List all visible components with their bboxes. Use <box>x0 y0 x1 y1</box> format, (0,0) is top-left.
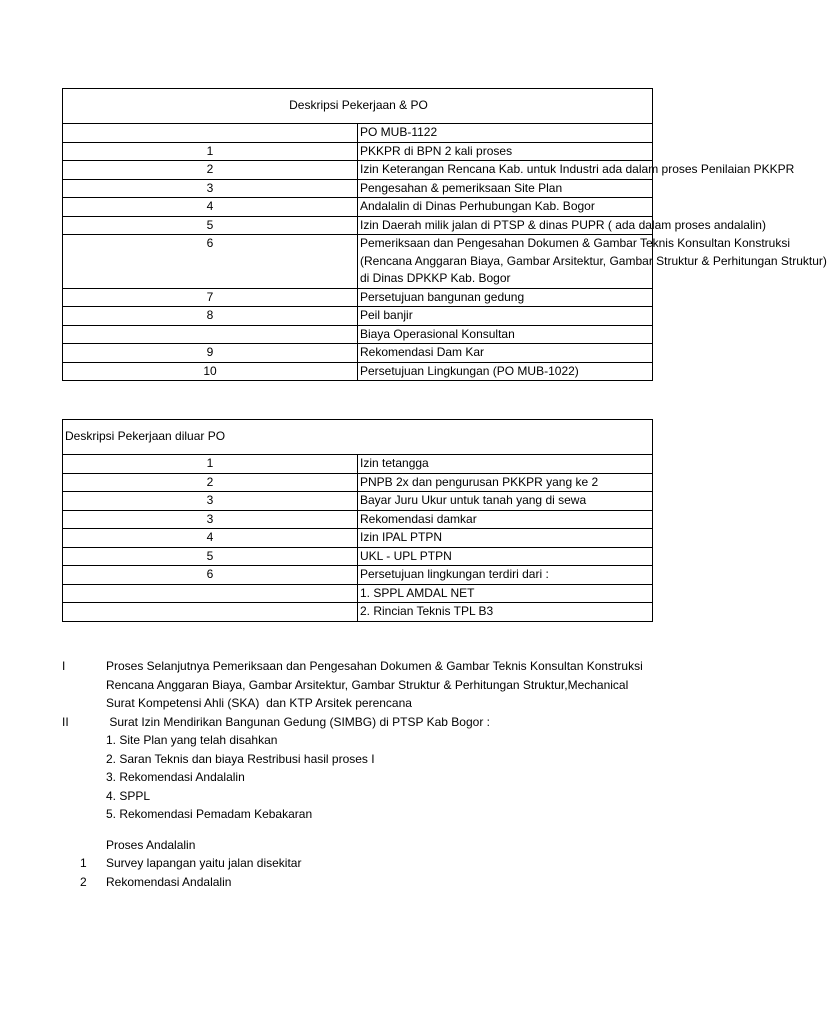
row-description <box>358 161 795 180</box>
description-line: 1. SPPL AMDAL NET <box>360 585 475 600</box>
row-number: 3 <box>63 179 358 198</box>
table-header-row <box>63 420 653 455</box>
table-title: Deskripsi Pekerjaan & PO <box>63 89 653 124</box>
note-line <box>0 657 653 676</box>
table-row <box>63 455 653 474</box>
row-description <box>358 455 653 474</box>
row-description <box>358 344 653 363</box>
description-line: PO MUB-1122 <box>360 125 438 139</box>
non-po-work-table <box>62 419 653 622</box>
table-row <box>63 529 653 548</box>
table-row <box>63 510 653 529</box>
table-row <box>63 288 653 307</box>
row-description <box>358 510 653 529</box>
row-number: 6 <box>63 566 358 585</box>
row-number: 2 <box>63 161 358 180</box>
row-description <box>358 179 653 198</box>
note-text: 1. Site Plan yang telah disahkan <box>106 733 278 747</box>
row-description <box>358 584 653 603</box>
note-line <box>0 694 653 713</box>
row-description <box>358 566 653 585</box>
row-number: 9 <box>63 344 358 363</box>
description-line: Rekomendasi damkar <box>360 511 477 526</box>
row-description <box>358 198 653 217</box>
table-row <box>63 362 653 381</box>
row-number: 10 <box>63 362 358 381</box>
row-number <box>63 584 358 603</box>
row-description <box>358 288 653 307</box>
table-row <box>63 344 653 363</box>
note-text: 3. Rekomendasi Andalalin <box>106 770 245 784</box>
description-line: Izin IPAL PTPN <box>360 530 443 544</box>
row-description <box>358 362 653 381</box>
table-row <box>63 216 653 235</box>
row-description <box>358 547 653 566</box>
description-line: PNPB 2x dan pengurusan PKKPR yang ke 2 <box>360 474 599 489</box>
row-number: 1 <box>63 455 358 474</box>
note-text: Proses Andalalin <box>106 837 196 852</box>
row-number: 4 <box>63 529 358 548</box>
row-number: 3 <box>63 492 358 511</box>
description-line: UKL - UPL PTPN <box>360 548 452 563</box>
row-number: 3 <box>63 510 358 529</box>
description-line: Persetujuan bangunan gedung <box>360 289 525 304</box>
description-line: Persetujuan Lingkungan (PO MUB-1022) <box>360 363 579 378</box>
note-text: Rencana Anggaran Biaya, Gambar Arsitektur, Gambar Struktur & Perhitungan Struktur,Mechanical <box>106 677 629 692</box>
note-line <box>0 676 653 695</box>
note-marker: I <box>62 659 66 673</box>
row-number <box>63 603 358 622</box>
description-line: Andalalin di Dinas Perhubungan Kab. Bogor <box>360 199 595 213</box>
note-text: Rekomendasi Andalalin <box>106 874 232 889</box>
row-description <box>358 216 766 235</box>
description-line: Biaya Operasional Konsultan <box>360 326 515 341</box>
row-number <box>63 124 358 143</box>
note-marker: II <box>62 714 69 729</box>
row-number: 2 <box>63 473 358 492</box>
row-number: 6 <box>63 235 358 289</box>
table-row <box>63 473 653 492</box>
row-description <box>358 529 653 548</box>
description-line: Rekomendasi Dam Kar <box>360 345 485 359</box>
note-line <box>0 750 653 769</box>
description-line: Persetujuan lingkungan terdiri dari : <box>360 567 549 581</box>
note-text: Proses Selanjutnya Pemeriksaan dan Pengesahan Dokumen & Gambar Teknis Konsultan Konstruksi <box>106 659 643 673</box>
row-description <box>358 124 653 143</box>
description-line: Izin tetangga <box>360 456 429 470</box>
description-line: Izin Keterangan Rencana Kab. untuk Industri ada dalam proses Penilaian PKKPR <box>360 162 795 176</box>
table-row <box>63 603 653 622</box>
description-line: 2. Rincian Teknis TPL B3 <box>360 604 494 618</box>
table-header-row <box>63 89 653 124</box>
table-row <box>63 325 653 344</box>
row-description <box>358 307 653 326</box>
process-notes <box>0 657 653 891</box>
description-line: (Rencana Anggaran Biaya, Gambar Arsitektur, Gambar Struktur & Perhitungan Struktur) <box>360 253 827 268</box>
row-number: 4 <box>63 198 358 217</box>
spacer <box>0 824 653 836</box>
description-line: di Dinas DPKKP Kab. Bogor <box>360 271 511 285</box>
table-row <box>63 547 653 566</box>
description-line: Peil banjir <box>360 308 413 322</box>
row-description <box>358 142 653 161</box>
note-line <box>0 805 653 824</box>
note-line <box>0 731 653 750</box>
note-text: 4. SPPL <box>106 788 151 803</box>
table-row <box>63 235 653 289</box>
po-work-table <box>62 88 827 381</box>
row-number: 1 <box>63 142 358 161</box>
note-marker: 1 <box>80 856 87 870</box>
table-row <box>63 492 653 511</box>
table-row <box>63 307 653 326</box>
table-title: Deskripsi Pekerjaan diluar PO <box>63 420 653 455</box>
note-text: 2. Saran Teknis dan biaya Restribusi hasil proses I <box>106 751 375 766</box>
row-description <box>358 603 653 622</box>
table-row <box>63 142 653 161</box>
note-line <box>0 854 653 873</box>
row-description <box>358 235 827 289</box>
row-number: 8 <box>63 307 358 326</box>
note-line <box>0 713 653 732</box>
row-number: 5 <box>63 216 358 235</box>
row-description <box>358 492 653 511</box>
description-line: Pemeriksaan dan Pengesahan Dokumen & Gambar Teknis Konsultan Konstruksi <box>360 236 791 250</box>
table-row <box>63 179 653 198</box>
table-row <box>63 584 653 603</box>
row-number <box>63 325 358 344</box>
row-description <box>358 473 653 492</box>
note-text: Survey lapangan yaitu jalan disekitar <box>106 856 302 870</box>
note-text: Surat Izin Mendirikan Bangunan Gedung (SIMBG) di PTSP Kab Bogor : <box>106 714 490 729</box>
note-line <box>0 768 653 787</box>
table-row <box>63 124 653 143</box>
table-row <box>63 161 653 180</box>
description-line: Pengesahan & pemeriksaan Site Plan <box>360 180 563 195</box>
row-description <box>358 325 653 344</box>
note-line <box>0 836 653 855</box>
note-text: 5. Rekomendasi Pemadam Kebakaran <box>106 807 313 821</box>
note-marker: 2 <box>80 874 87 889</box>
description-line: PKKPR di BPN 2 kali proses <box>360 143 513 158</box>
note-line <box>0 873 653 892</box>
row-number: 7 <box>63 288 358 307</box>
description-line: Izin Daerah milik jalan di PTSP & dinas PUPR ( ada dalam proses andalalin) <box>360 217 766 232</box>
table-row <box>63 198 653 217</box>
table-row <box>63 566 653 585</box>
note-text: Surat Kompetensi Ahli (SKA) dan KTP Arsitek perencana <box>106 696 412 710</box>
row-number: 5 <box>63 547 358 566</box>
note-line <box>0 787 653 806</box>
description-line: Bayar Juru Ukur untuk tanah yang di sewa <box>360 493 587 507</box>
